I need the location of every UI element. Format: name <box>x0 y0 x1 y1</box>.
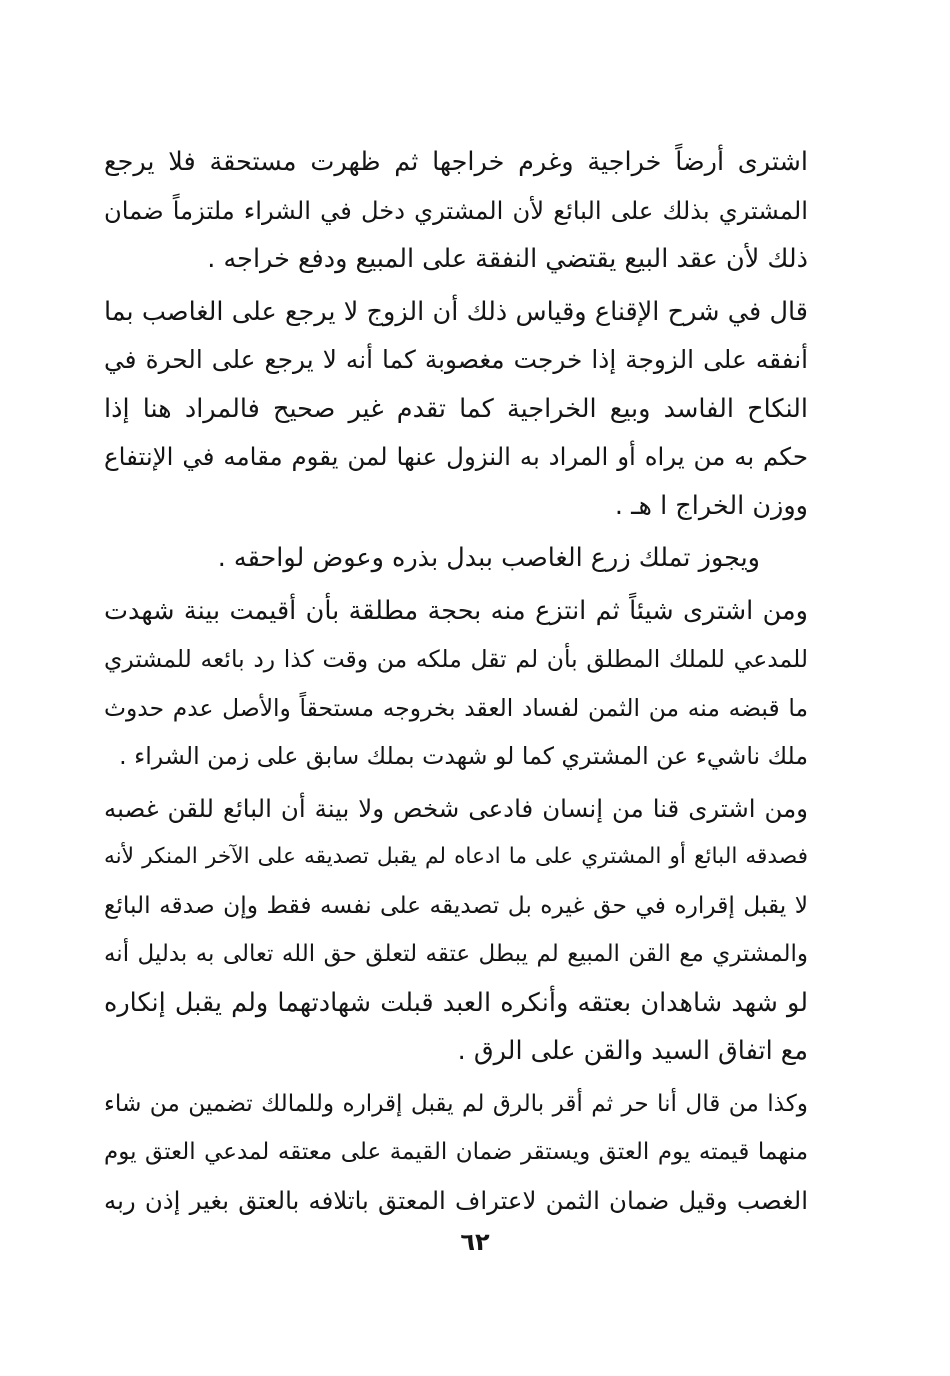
text-line: للمدعي للملك المطلق بأن لم تقل ملكه من وقت كذا رد بائعه للمشتري <box>104 645 808 673</box>
text-line: ومن اشترى قنا من إنسان فادعى شخص ولا بينة أن البائع للقن غصبه <box>104 793 808 823</box>
paragraph <box>104 534 808 583</box>
page-number: ٦٢ <box>460 1228 490 1256</box>
text-line: والمشتري مع القن المبيع لم يبطل عتقه لتعلق حق الله تعالى به بدليل أنه <box>104 941 808 967</box>
text-line: لا يقبل إقراره في حق غيره بل تصديقه على نفسه فقط وإن صدقه البائع <box>104 891 808 919</box>
text-line: قال في شرح الإقناع وقياس ذلك أن الزوج لا يرجع على الغاصب بما <box>104 296 808 327</box>
paragraph <box>104 138 808 284</box>
text-line: ذلك لأن عقد البيع يقتضي النفقة على المبيع ودفع خراجه . <box>207 244 808 274</box>
text-line: ومن اشترى شيئاً ثم انتزع منه بحجة مطلقة بأن أقيمت بينة شهدت <box>104 595 808 626</box>
text-line: ويجوز تملك زرع الغاصب ببدل بذره وعوض لواحقه . <box>217 543 760 573</box>
paragraph <box>104 1080 808 1226</box>
body-text <box>104 138 808 1225</box>
paragraph <box>104 785 808 1076</box>
text-line: وكذا من قال أنا حر ثم أقر بالرق لم يقبل إقراره وللمالك تضمين من شاء <box>104 1089 808 1117</box>
text-line: لو شهد شاهدان بعتقه وأنكره العبد قبلت شهادتهما ولم يقبل إنكاره <box>104 987 808 1018</box>
text-line: ملك ناشيء عن المشتري كما لو شهدت بملك سابق على زمن الشراء . <box>119 742 808 770</box>
paragraph <box>104 288 808 531</box>
text-line: منهما قيمته يوم العتق ويستقر ضمان القيمة على معتقه لمدعي العتق يوم <box>104 1139 808 1165</box>
text-line: ما قبضه منه من الثمن لفساد العقد بخروجه مستحقاً والأصل عدم حدوث <box>104 693 808 722</box>
paragraph <box>104 587 808 781</box>
text-line: ووزن الخراج ا هـ . <box>614 490 808 521</box>
text-line: المشتري بذلك على البائع لأن المشتري دخل في الشراء ملتزماً ضمان <box>104 196 808 225</box>
text-line: حكم به من يراه أو المراد به النزول عنها لمن يقوم مقامه في الإنتفاع <box>104 442 808 471</box>
text-line: مع اتفاق السيد والقن على الرق . <box>457 1036 808 1066</box>
text-line: اشترى أرضاً خراجية وغرم خراجها ثم ظهرت مستحقة فلا يرجع <box>104 147 808 177</box>
text-line: الغصب وقيل ضمان الثمن لاعتراف المعتق باتلافه بالعتق بغير إذن ربه <box>104 1185 808 1215</box>
text-line: أنفقه على الزوجة إذا خرجت مغصوبة كما أنه لا يرجع على الحرة في <box>104 345 808 374</box>
text-line: فصدقه البائع أو المشتري على ما ادعاه لم يقبل تصديقه على الآخر المنكر لأنه <box>104 844 808 869</box>
text-line: النكاح الفاسد وبيع الخراجية كما تقدم غير صحيح فالمراد هنا إذا <box>104 393 808 424</box>
